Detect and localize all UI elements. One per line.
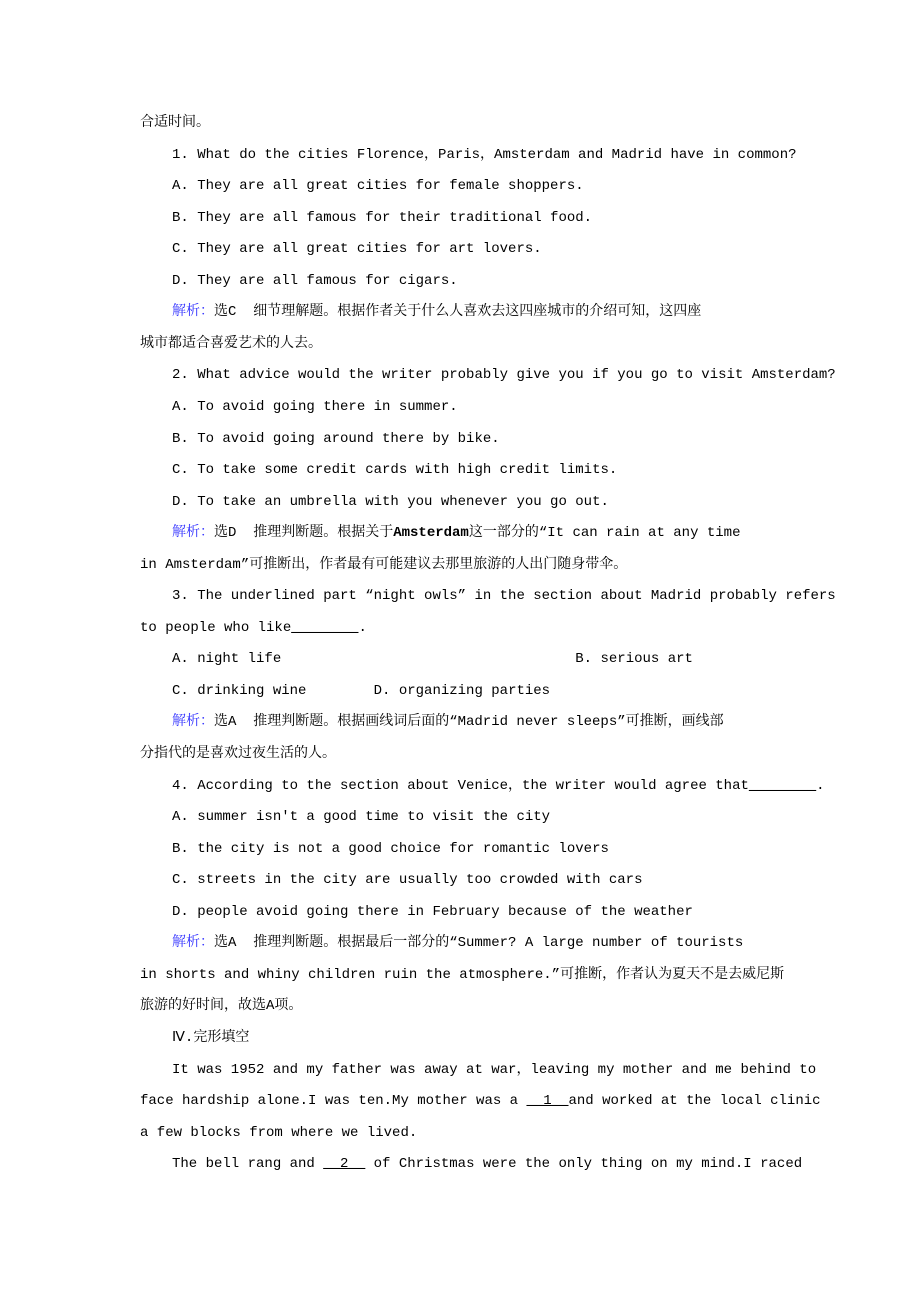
text-segment: A. They are all great cities for female shoppers. [172, 178, 584, 195]
answer-blank: ________ [291, 619, 359, 636]
text-line [140, 1123, 417, 1143]
text-line [172, 145, 797, 165]
text-segment: 这一部分的“It can rain at any time [468, 525, 741, 542]
text-segment: face hardship alone.I was ten.My mother was a [140, 1093, 527, 1110]
text-segment: 分指代的是喜欢过夜生活的人。 [140, 746, 336, 762]
text-segment: Amsterdam [393, 525, 469, 542]
text-line [172, 1028, 249, 1048]
text-line [172, 712, 724, 732]
text-segment: and worked at the local clinic [568, 1093, 821, 1110]
text-line [172, 586, 836, 606]
text-segment: 选C 细节理解题。根据作者关于什么人喜欢去这四座城市的介绍可知，这四座 [214, 304, 702, 321]
text-segment: 3. The underlined part “night owls” in the section about Madrid probably refers [172, 588, 836, 605]
text-segment: C. To take some credit cards with high credit limits. [172, 462, 618, 479]
text-line [172, 492, 609, 512]
text-line [172, 302, 701, 322]
text-segment: C. drinking wine [172, 682, 307, 699]
analysis-label: 解析： [172, 525, 214, 542]
answer-blank: __1__ [526, 1093, 569, 1110]
text-segment: 1. What do the cities Florence，Paris，Amsterdam and Madrid have in common? [172, 146, 797, 163]
text-line [140, 1091, 821, 1111]
text-segment: 选A 推理判断题。根据最后一部分的“Summer? A large number of tourists [214, 935, 744, 952]
text-segment: a few blocks from where we lived. [140, 1124, 418, 1141]
text-line [140, 965, 784, 985]
text-line [172, 933, 743, 953]
text-line [172, 176, 584, 196]
text-line [172, 870, 642, 890]
text-segment: 4. According to the section about Venice，the writer would agree that [172, 777, 749, 794]
text-segment: B. the city is not a good choice for romantic lovers [172, 840, 609, 857]
text-line [172, 523, 740, 543]
text-segment: . [816, 777, 825, 794]
text-line [172, 807, 550, 827]
text-line [172, 429, 500, 449]
text-line [140, 996, 302, 1016]
text-segment: Ⅳ.完形填空 [172, 1029, 250, 1046]
text-segment: 选A 推理判断题。根据画线词后面的“Madrid never sleeps”可推断，画线部 [214, 714, 724, 731]
text-line [172, 839, 609, 859]
text-segment: in shorts and whiny children ruin the atmosphere.”可推断，作者认为夏天不是去威尼斯 [140, 966, 785, 983]
text-line [172, 776, 825, 796]
text-segment: The bell rang and [172, 1156, 324, 1173]
text-line [172, 397, 458, 417]
text-line [172, 902, 693, 922]
text-line [172, 649, 693, 669]
text-line [172, 681, 550, 701]
text-segment: 旅游的好时间，故选A项。 [140, 998, 303, 1015]
text-line [140, 555, 627, 575]
text-segment: C. They are all great cities for art lovers. [172, 241, 542, 258]
text-line [172, 365, 836, 385]
text-line [140, 334, 322, 354]
text-segment: . [358, 619, 367, 636]
analysis-label: 解析： [172, 935, 214, 952]
text-line [172, 1060, 816, 1080]
text-segment: D. people avoid going there in February because of the weather [172, 903, 693, 920]
answer-blank: __2__ [323, 1156, 366, 1173]
text-segment: 合适时间。 [140, 115, 210, 131]
text-segment: B. To avoid going around there by bike. [172, 430, 500, 447]
text-line [140, 744, 336, 764]
analysis-label: 解析： [172, 714, 214, 731]
text-segment: It was 1952 and my father was away at war，leaving my mother and me behind to [172, 1061, 817, 1078]
text-segment: 选D 推理判断题。根据关于 [214, 525, 394, 542]
text-segment: B. They are all famous for their traditional food. [172, 209, 593, 226]
text-line [140, 113, 210, 133]
text-segment: of Christmas were the only thing on my mind.I raced [365, 1156, 803, 1173]
text-segment: B. serious art [575, 651, 693, 668]
text-segment: A. summer isn't a good time to visit the city [172, 809, 551, 826]
text-line [172, 460, 617, 480]
text-line [172, 271, 458, 291]
text-segment: A. To avoid going there in summer. [172, 398, 458, 415]
text-segment [281, 651, 575, 667]
text-segment: 2. What advice would the writer probably give you if you go to visit Amsterdam? [172, 367, 836, 384]
text-line [172, 208, 592, 228]
text-segment: A. night life [172, 651, 282, 668]
text-line [140, 618, 367, 638]
text-segment: C. streets in the city are usually too crowded with cars [172, 872, 643, 889]
text-line [172, 1154, 802, 1174]
text-segment: D. They are all famous for cigars. [172, 272, 458, 289]
text-segment: D. To take an umbrella with you whenever you go out. [172, 493, 609, 510]
analysis-label: 解析： [172, 304, 214, 321]
text-segment: to people who like [140, 619, 292, 636]
text-line [172, 239, 542, 259]
text-segment: 城市都适合喜爱艺术的人去。 [140, 335, 322, 352]
text-segment [306, 683, 373, 699]
answer-blank: ________ [748, 777, 817, 794]
text-segment: D. organizing parties [373, 682, 551, 699]
text-segment: in Amsterdam”可推断出，作者最有可能建议去那里旅游的人出门随身带伞。 [140, 556, 628, 573]
